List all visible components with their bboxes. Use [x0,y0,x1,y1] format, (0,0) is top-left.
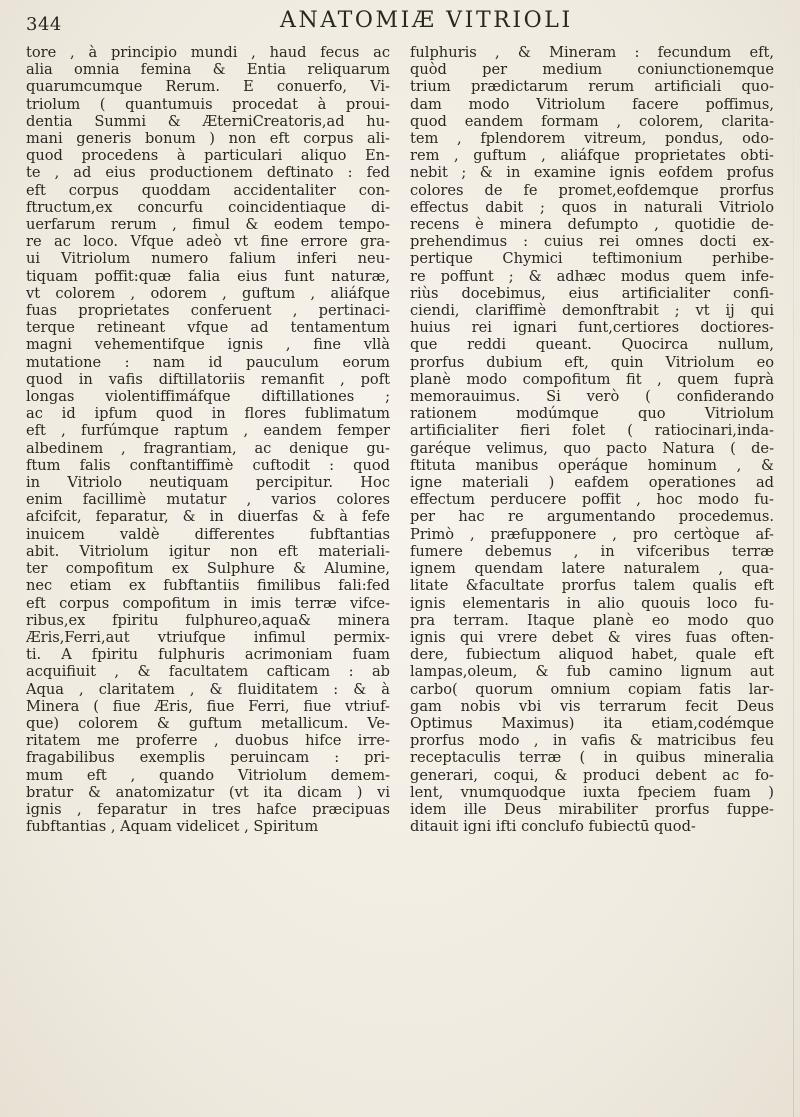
text-line: ciendi, clariffimè demonftrabit ; vt ij qui [410,302,774,320]
text-line: mani generis bonum ) non eft corpus ali- [26,130,390,148]
text-line: ignis , feparatur in tres hafce præcipuas [26,800,390,818]
text-line: tem , fplendorem vitreum, pondus, odo- [410,130,774,148]
text-line: quod in vafis diftillatoriis remanfit , poft [26,370,390,388]
text-line: ignis elementaris in alio quouis loco fu- [410,594,774,612]
text-line: prorfus dubium eft, quin Vitriolum eo [410,353,774,371]
text-line: inuicem valdè differentes fubftantias [26,525,390,543]
text-line: tiquam poffit:quæ falia eius funt naturæ, [26,267,390,285]
text-line: rem , guftum , aliáfque proprietates obti- [410,147,774,165]
text-line: Æris,Ferri,aut vtriufque infimul permix- [26,628,390,646]
text-line: tore , à principio mundi , haud fecus ac [26,44,390,61]
text-line: uerfarum rerum , fimul & eodem tempo- [26,216,390,234]
text-line: effectum perducere poffit , hoc modo fu- [410,491,774,509]
text-line: pertique Chymici teftimonium perhibe- [410,250,774,268]
text-line: effectus dabit ; quos in naturali Vitriolo [410,198,774,216]
text-line: ignem quendam latere naturalem , qua- [410,560,774,578]
text-line: quod procedens à particulari aliquo En- [26,147,390,165]
text-line: Optimus Maximus) ita etiam,codémque [410,714,774,732]
text-line: lent, vnumquodque iuxta fpeciem fuam ) [410,783,774,801]
text-line: bratur & anatomizatur (vt ita dicam ) vi [26,783,390,801]
text-line: mum eft , quando Vitriolum demem- [26,766,390,784]
text-line: garéque velimus, quo pacto Natura ( de- [410,439,774,457]
text-line: ti. A fpiritu fulphuris acrimoniam fuam [26,646,390,664]
text-line: memorauimus. Si verò ( confiderando [410,388,774,406]
right-column [410,44,774,835]
text-line: fragabilibus exemplis peruincam : pri- [26,749,390,767]
text-line: eft corpus quoddam accidentaliter con- [26,181,390,199]
text-line: alia omnia femina & Entia reliquarum [26,61,390,79]
text-line: artificialiter fieri folet ( ratiocinari,inda- [410,422,774,440]
text-line: eft corpus compofitum in imis terræ vifce- [26,594,390,612]
text-line: trium prædictarum rerum artificiali quo- [410,78,774,96]
text-line: recens è minera defumpto , quotidie de- [410,216,774,234]
text-line: igne materiali ) eafdem operationes ad [410,474,774,492]
text-line: ter compofitum ex Sulphure & Alumine, [26,560,390,578]
text-line: fumere debemus , in vifceribus terræ [410,542,774,560]
text-line: pra terram. Itaque planè eo modo quo [410,611,774,629]
text-line: ditauit igni ifti conclufo fubiectū quod- [410,818,696,836]
text-line: colores de fe promet,eofdemque prorfus [410,181,774,199]
left-column [26,44,390,835]
text-line: ftructum,ex concurfu coincidentiaque di- [26,198,390,216]
text-line: longas violentiffimáfque diftillationes ; [26,388,390,406]
text-line: prehendimus : cuius rei omnes docti ex- [410,233,774,251]
page-title: ANATOMIÆ VITRIOLI [280,8,573,33]
text-line: ftituta manibus operáque hominum , & [410,456,774,474]
text-line: Primò , præfupponere , pro certòque af- [410,525,774,543]
text-line: nebit ; & in examine ignis eofdem profus [410,164,774,182]
text-line: re poffunt ; & adhæc modus quem infe- [410,267,774,285]
text-line: per hac re argumentando procedemus. [410,508,774,526]
text-line: ac id ipfum quod in flores fublimatum [26,405,390,423]
text-line: mutatione : nam id pauculum eorum [26,353,390,371]
text-line: gam nobis vbi vis terrarum fecit Deus [410,697,774,715]
page-edge-shadow [793,0,794,1117]
text-line: magni vehementifque ignis , fine vllà [26,336,390,354]
text-line: in Vitriolo neutiquam percipitur. Hoc [26,474,390,492]
text-line: fuas proprietates conferuent , pertinaci- [26,302,390,320]
text-line: quòd per medium coniunctionemque [410,61,774,79]
text-line: triolum ( quantumuis procedat à proui- [26,95,390,113]
text-line: dentia Summi & ÆterniCreatoris,ad hu- [26,112,390,130]
text-line: ignis qui vrere debet & vires fuas often- [410,628,774,646]
text-line: dam modo Vitriolum facere poffimus, [410,95,774,113]
text-line: fulphuris , & Mineram : fecundum eft, [410,44,774,61]
text-line: ribus,ex fpiritu fulphureo,aqua& minera [26,611,390,629]
text-line: terque retineant vfque ad tentamentum [26,319,390,337]
text-line: enim facillimè mutatur , varios colores [26,491,390,509]
text-line: idem ille Deus mirabiliter prorfus fuppe- [410,800,774,818]
text-line: ritatem me proferre , duobus hifce irre- [26,732,390,750]
text-line: huius rei ignari funt,certiores doctiores- [410,319,774,337]
text-line: vt colorem , odorem , guftum , aliáfque [26,284,390,302]
text-line: ui Vitriolum numero falium inferi neu- [26,250,390,268]
page-number: 344 [26,14,62,35]
text-line: albedinem , fragrantiam, ac denique gu- [26,439,390,457]
text-line: prorfus modo , in vafis & matricibus feu [410,732,774,750]
text-line: eft , furfúmque raptum , eandem femper [26,422,390,440]
text-line: receptaculis terræ ( in quibus mineralia [410,749,774,767]
text-line: lampas,oleum, & fub camino lignum aut [410,663,774,681]
text-line: litate &facultate prorfus talem qualis eft [410,577,774,595]
text-line: riùs docebimus, eius artificialiter confi- [410,284,774,302]
text-line: planè modo compofitum fit , quem fuprà [410,370,774,388]
text-line: quarumcumque Rerum. E conuerfo, Vi- [26,78,390,96]
running-head [26,4,786,44]
text-line: afcifcit, feparatur, & in diuerfas & à fefe [26,508,390,526]
text-line: fubftantias , Aquam videlicet , Spiritum [26,818,319,836]
text-line: Minera ( fiue Æris, fiue Ferri, fiue vtriuf- [26,697,390,715]
text-line: re ac loco. Vfque adeò vt fine errore gra- [26,233,390,251]
text-line: dere, fubiectum aliquod habet, quale eft [410,646,774,664]
text-line: que reddi queant. Quocirca nullum, [410,336,774,354]
text-line: te , ad eius productionem deftinato : fed [26,164,390,182]
text-line: rationem modúmque quo Vitriolum [410,405,774,423]
text-line: quod eandem formam , colorem, clarita- [410,112,774,130]
text-line: que) colorem & guftum metallicum. Ve- [26,714,390,732]
text-columns [26,44,786,1104]
text-line: nec etiam ex fubftantiis fimilibus fali:fed [26,577,390,595]
text-line: abit. Vitriolum igitur non eft materiali- [26,542,390,560]
text-line: Aqua , claritatem , & fluiditatem : & à [26,680,390,698]
text-line: acquifiuit , & facultatem cafticam : ab [26,663,390,681]
text-line: generari, coqui, & produci debent ac fo- [410,766,774,784]
text-line: carbo( quorum omnium copiam fatis lar- [410,680,774,698]
text-line: ftum falis conftantiffimè cuftodit : quod [26,456,390,474]
